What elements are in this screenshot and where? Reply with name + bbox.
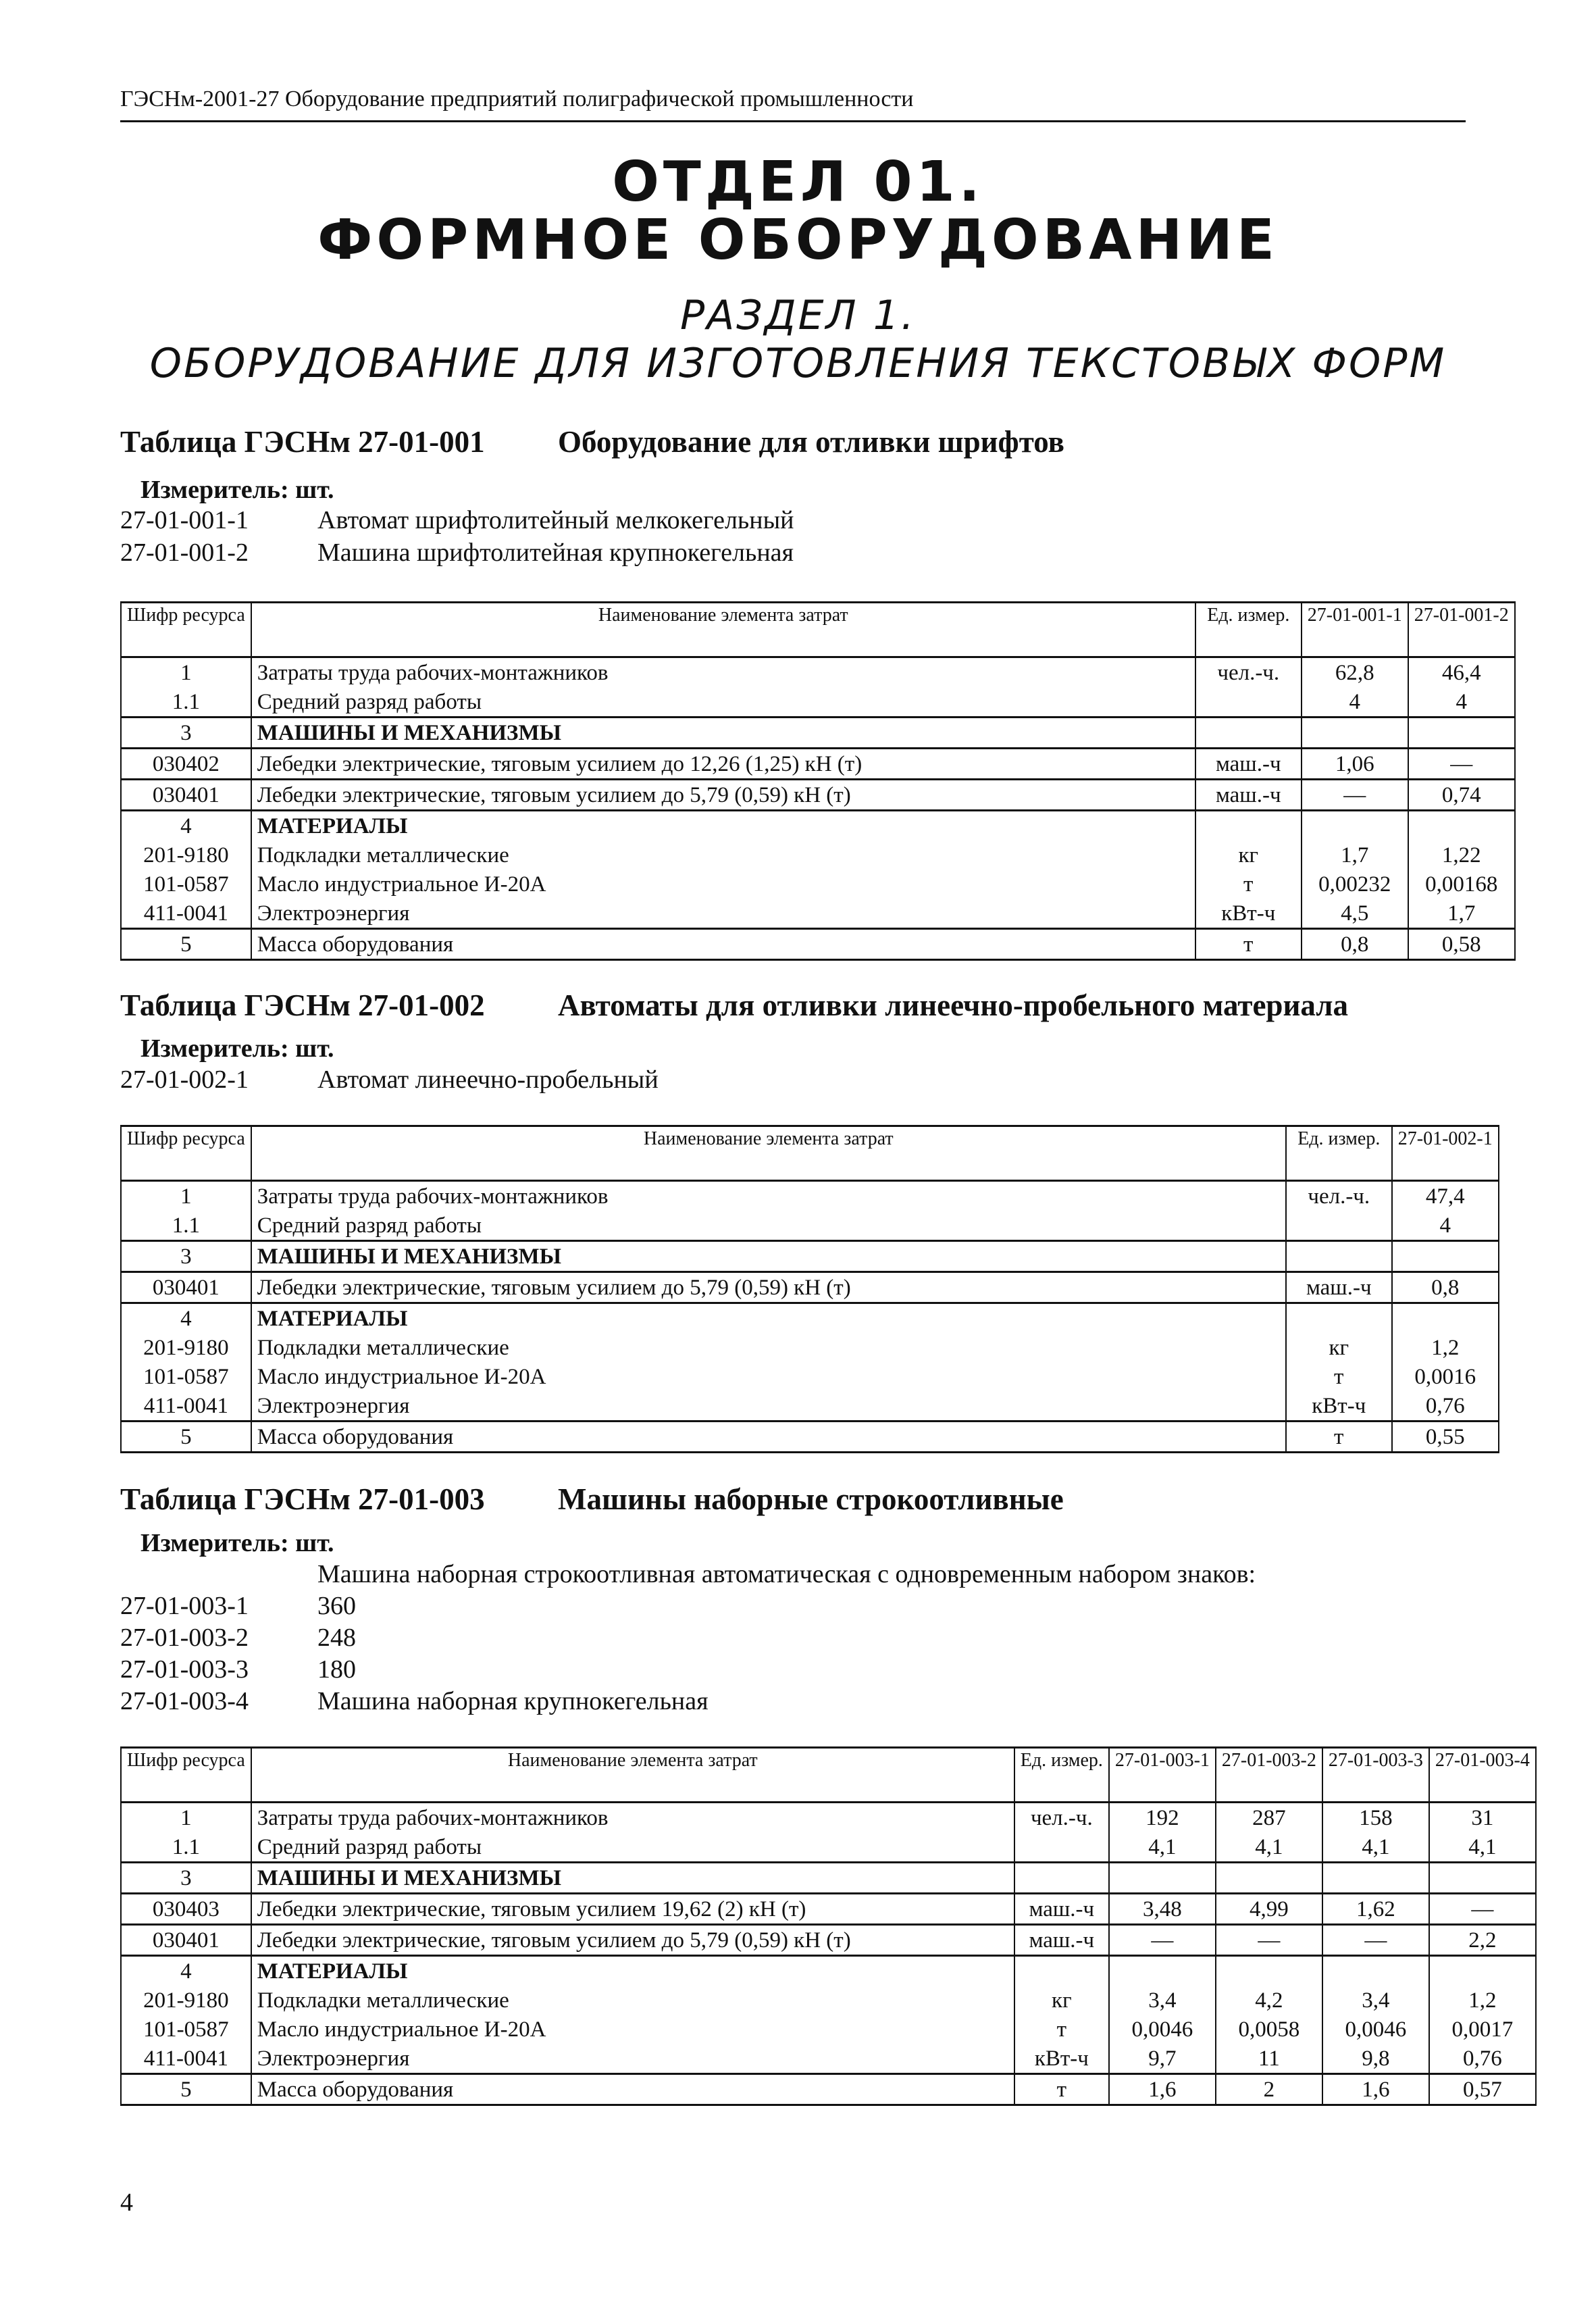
table-row (121, 1211, 1499, 1241)
cost-element-name: МАШИНЫ И МЕХАНИЗМЫ (251, 1863, 1014, 1894)
cost-element-name: Средний разряд работы (251, 1832, 1014, 1863)
item-text: 248 (317, 1624, 356, 1652)
norm-value: 0,58 (1408, 929, 1515, 960)
norm-value: 4 (1302, 687, 1408, 718)
norm-value (1216, 1863, 1322, 1894)
norm-value: 0,0058 (1216, 2015, 1322, 2044)
norm-table-27-01-001 (120, 601, 1516, 961)
item-code: 27-01-003-2 (120, 1624, 249, 1652)
norm-value: 1,6 (1109, 2074, 1216, 2105)
cost-element-name: Масса оборудования (251, 2074, 1014, 2105)
cost-element-name: МАШИНЫ И МЕХАНИЗМЫ (251, 718, 1195, 749)
table-row (121, 811, 1515, 841)
unit-of-measure: маш.-ч (1014, 1894, 1109, 1925)
norm-value: 4,1 (1109, 1832, 1216, 1863)
table-row (121, 2044, 1536, 2074)
table-row (121, 840, 1515, 870)
resource-code: 3 (121, 718, 251, 749)
cost-element-name: МАТЕРИАЛЫ (251, 1956, 1014, 1986)
unit-of-measure (1286, 1303, 1392, 1334)
header-norm-code: 27-01-002-1 (1392, 1126, 1499, 1181)
norm-value: 1,2 (1392, 1333, 1499, 1362)
item-text: Автомат линеечно-пробельный (317, 1065, 659, 1094)
cost-element-name: Затраты труда рабочих-монтажников (251, 1181, 1286, 1211)
resource-code: 5 (121, 929, 251, 960)
cost-element-name: Лебедки электрические, тяговым усилием до 5,79 (0,59) кН (т) (251, 780, 1195, 811)
header-norm-code: 27-01-003-2 (1216, 1748, 1322, 1803)
resource-code: 030401 (121, 780, 251, 811)
table-row (121, 1986, 1536, 2015)
norm-value: 62,8 (1302, 657, 1408, 688)
unit-of-measure (1286, 1211, 1392, 1241)
cost-element-name: Лебедки электрические, тяговым усилием 19,62 (2) кН (т) (251, 1894, 1014, 1925)
page-number: 4 (120, 2188, 133, 2217)
norm-value: 0,0016 (1392, 1362, 1499, 1391)
norm-value (1109, 1863, 1216, 1894)
cost-element-name: Масса оборудования (251, 929, 1195, 960)
cost-element-name: Средний разряд работы (251, 687, 1195, 718)
table-row (121, 929, 1515, 960)
norm-value: 0,74 (1408, 780, 1515, 811)
cost-element-name: Электроэнергия (251, 2044, 1014, 2074)
unit-of-measure (1286, 1241, 1392, 1272)
resource-code: 3 (121, 1863, 251, 1894)
norm-value: 0,8 (1302, 929, 1408, 960)
norm-value: — (1302, 780, 1408, 811)
item-text: 360 (317, 1592, 356, 1620)
item-code: 27-01-001-2 (120, 538, 249, 567)
norm-value: — (1322, 1925, 1429, 1956)
norm-value (1302, 811, 1408, 841)
unit-of-measure: маш.-ч (1195, 749, 1302, 780)
cost-element-name: Лебедки электрические, тяговым усилием до 12,26 (1,25) кН (т) (251, 749, 1195, 780)
cost-element-name: Затраты труда рабочих-монтажников (251, 657, 1195, 688)
unit-of-measure: т (1286, 1362, 1392, 1391)
table-1-label: Таблица ГЭСНм 27-01-001 (120, 425, 485, 459)
table-row (121, 870, 1515, 899)
table-3-measure: Измеритель: шт. (140, 1529, 334, 1557)
cost-element-name: МАТЕРИАЛЫ (251, 1303, 1286, 1334)
norm-value (1109, 1956, 1216, 1986)
resource-code: 5 (121, 2074, 251, 2105)
norm-value: 0,76 (1429, 2044, 1536, 2074)
table-row (121, 1391, 1499, 1422)
norm-value (1322, 1956, 1429, 1986)
resource-code: 101-0587 (121, 870, 251, 899)
item-text: Машина шрифтолитейная крупнокегельная (317, 538, 794, 567)
resource-code: 1.1 (121, 1211, 251, 1241)
table-row (121, 1863, 1536, 1894)
norm-value: 0,76 (1392, 1391, 1499, 1422)
resource-code: 101-0587 (121, 2015, 251, 2044)
table-2-label: Таблица ГЭСНм 27-01-002 (120, 988, 485, 1022)
norm-value: 0,0017 (1429, 2015, 1536, 2044)
item-text: 180 (317, 1655, 356, 1684)
norm-value (1408, 718, 1515, 749)
resource-code: 030402 (121, 749, 251, 780)
cost-element-name: Подкладки металлические (251, 1986, 1014, 2015)
table-row (121, 1803, 1536, 1833)
norm-value: 0,0046 (1322, 2015, 1429, 2044)
norm-value: 1,7 (1302, 840, 1408, 870)
unit-of-measure (1014, 1956, 1109, 1986)
unit-of-measure: кВт-ч (1014, 2044, 1109, 2074)
table-row (121, 1241, 1499, 1272)
norm-value: 4,1 (1429, 1832, 1536, 1863)
norm-value: 1,2 (1429, 1986, 1536, 2015)
resource-code: 030403 (121, 1894, 251, 1925)
cost-element-name: МАШИНЫ И МЕХАНИЗМЫ (251, 1241, 1286, 1272)
resource-code: 1 (121, 1181, 251, 1211)
header-code: Шифр ресурса (121, 603, 251, 657)
item-text: Автомат шрифтолитейный мелкокегельный (317, 506, 794, 534)
norm-value: 0,55 (1392, 1422, 1499, 1453)
norm-value: 0,8 (1392, 1272, 1499, 1303)
norm-value: 1,6 (1322, 2074, 1429, 2105)
header-norm-code: 27-01-001-1 (1302, 603, 1408, 657)
division-title-line1: ОТДЕЛ 01. (612, 150, 984, 214)
norm-value: 31 (1429, 1803, 1536, 1833)
cost-element-name: Масса оборудования (251, 1422, 1286, 1453)
unit-of-measure: маш.-ч (1195, 780, 1302, 811)
norm-value: 4,1 (1322, 1832, 1429, 1863)
norm-value: 0,00232 (1302, 870, 1408, 899)
unit-of-measure: т (1014, 2074, 1109, 2105)
column-header-row (121, 1126, 1499, 1181)
norm-value: 192 (1109, 1803, 1216, 1833)
table-row (121, 1362, 1499, 1391)
table-row (121, 718, 1515, 749)
unit-of-measure (1195, 811, 1302, 841)
cost-element-name: Электроэнергия (251, 1391, 1286, 1422)
table-row (121, 1181, 1499, 1211)
item-text: Машина наборная крупнокегельная (317, 1687, 709, 1715)
resource-code: 411-0041 (121, 899, 251, 929)
division-title-line2: ФОРМНОЕ ОБОРУДОВАНИЕ (317, 208, 1279, 272)
header-unit: Ед. измер. (1014, 1748, 1109, 1803)
resource-code: 1.1 (121, 687, 251, 718)
item-code: 27-01-003-1 (120, 1592, 249, 1620)
norm-value: 4 (1408, 687, 1515, 718)
resource-code: 3 (121, 1241, 251, 1272)
item-text: Машина наборная строкоотливная автоматическая с одновременным набором знаков: (317, 1560, 1256, 1588)
table-row (121, 1832, 1536, 1863)
section-title-line2: ОБОРУДОВАНИЕ ДЛЯ ИЗГОТОВЛЕНИЯ ТЕКСТОВЫХ ФОРМ (149, 340, 1447, 387)
unit-of-measure: т (1286, 1422, 1392, 1453)
unit-of-measure: т (1195, 870, 1302, 899)
resource-code: 030401 (121, 1272, 251, 1303)
unit-of-measure: чел.-ч. (1195, 657, 1302, 688)
cost-element-name: Подкладки металлические (251, 1333, 1286, 1362)
unit-of-measure (1014, 1832, 1109, 1863)
resource-code: 4 (121, 811, 251, 841)
header-unit: Ед. измер. (1286, 1126, 1392, 1181)
norm-value (1392, 1241, 1499, 1272)
unit-of-measure: чел.-ч. (1286, 1181, 1392, 1211)
table-row (121, 1956, 1536, 1986)
unit-of-measure: кВт-ч (1286, 1391, 1392, 1422)
header-norm-code: 27-01-003-4 (1429, 1748, 1536, 1803)
table-3-heading (120, 1482, 1064, 1517)
resource-code: 201-9180 (121, 1986, 251, 2015)
table-row (121, 1925, 1536, 1956)
resource-code: 411-0041 (121, 2044, 251, 2074)
unit-of-measure: маш.-ч (1014, 1925, 1109, 1956)
norm-value: 0,0046 (1109, 2015, 1216, 2044)
unit-of-measure: маш.-ч (1286, 1272, 1392, 1303)
header-unit: Ед. измер. (1195, 603, 1302, 657)
norm-value: 9,8 (1322, 2044, 1429, 2074)
norm-value (1322, 1863, 1429, 1894)
table-row (121, 2015, 1536, 2044)
norm-value: 2,2 (1429, 1925, 1536, 1956)
unit-of-measure: кг (1014, 1986, 1109, 2015)
table-1-name: Оборудование для отливки шрифтов (558, 425, 1064, 459)
resource-code: 5 (121, 1422, 251, 1453)
norm-value: 3,4 (1109, 1986, 1216, 2015)
norm-value: 0,00168 (1408, 870, 1515, 899)
norm-value (1302, 718, 1408, 749)
header-name: Наименование элемента затрат (251, 1126, 1286, 1181)
norm-value: 1,62 (1322, 1894, 1429, 1925)
norm-value (1392, 1303, 1499, 1334)
table-2-heading (120, 988, 1349, 1023)
cost-element-name: МАТЕРИАЛЫ (251, 811, 1195, 841)
norm-value: 1,06 (1302, 749, 1408, 780)
header-rule (120, 120, 1466, 122)
header-norm-code: 27-01-001-2 (1408, 603, 1515, 657)
running-header: ГЭСНм-2001-27 Оборудование предприятий полиграфической промышленности (120, 86, 914, 111)
table-row (121, 1272, 1499, 1303)
header-norm-code: 27-01-003-1 (1109, 1748, 1216, 1803)
norm-value: — (1408, 749, 1515, 780)
norm-value: — (1109, 1925, 1216, 1956)
unit-of-measure (1195, 718, 1302, 749)
norm-value: 4,5 (1302, 899, 1408, 929)
norm-value: 4,1 (1216, 1832, 1322, 1863)
cost-element-name: Средний разряд работы (251, 1211, 1286, 1241)
unit-of-measure (1195, 687, 1302, 718)
column-header-row (121, 603, 1515, 657)
resource-code: 4 (121, 1956, 251, 1986)
table-row (121, 2074, 1536, 2105)
item-code: 27-01-003-3 (120, 1655, 249, 1684)
table-1-heading (120, 424, 1064, 459)
unit-of-measure: т (1014, 2015, 1109, 2044)
unit-of-measure: чел.-ч. (1014, 1803, 1109, 1833)
unit-of-measure: кг (1286, 1333, 1392, 1362)
table-row (121, 1894, 1536, 1925)
norm-value: 287 (1216, 1803, 1322, 1833)
resource-code: 1 (121, 657, 251, 688)
cost-element-name: Масло индустриальное И-20А (251, 870, 1195, 899)
resource-code: 1 (121, 1803, 251, 1833)
table-row (121, 780, 1515, 811)
norm-value: 0,57 (1429, 2074, 1536, 2105)
header-code: Шифр ресурса (121, 1748, 251, 1803)
cost-element-name: Лебедки электрические, тяговым усилием до 5,79 (0,59) кН (т) (251, 1925, 1014, 1956)
table-row (121, 657, 1515, 688)
table-row (121, 1422, 1499, 1453)
table-row (121, 899, 1515, 929)
table-2-measure: Измеритель: шт. (140, 1034, 334, 1063)
norm-value (1429, 1863, 1536, 1894)
header-norm-code: 27-01-003-3 (1322, 1748, 1429, 1803)
resource-code: 201-9180 (121, 840, 251, 870)
cost-element-name: Масло индустриальное И-20А (251, 2015, 1014, 2044)
norm-value: 2 (1216, 2074, 1322, 2105)
norm-value: 4,99 (1216, 1894, 1322, 1925)
norm-value: 3,4 (1322, 1986, 1429, 2015)
resource-code: 101-0587 (121, 1362, 251, 1391)
table-row (121, 687, 1515, 718)
column-header-row (121, 1748, 1536, 1803)
resource-code: 201-9180 (121, 1333, 251, 1362)
unit-of-measure (1014, 1863, 1109, 1894)
norm-value: 4 (1392, 1211, 1499, 1241)
header-name: Наименование элемента затрат (251, 1748, 1014, 1803)
norm-value: 11 (1216, 2044, 1322, 2074)
resource-code: 411-0041 (121, 1391, 251, 1422)
norm-value: 1,7 (1408, 899, 1515, 929)
unit-of-measure: кВт-ч (1195, 899, 1302, 929)
norm-value: 46,4 (1408, 657, 1515, 688)
table-2-name: Автоматы для отливки линеечно-пробельного материала (558, 988, 1349, 1022)
norm-value: — (1216, 1925, 1322, 1956)
table-row (121, 1333, 1499, 1362)
norm-value (1216, 1956, 1322, 1986)
norm-value: 3,48 (1109, 1894, 1216, 1925)
resource-code: 1.1 (121, 1832, 251, 1863)
table-3-label: Таблица ГЭСНм 27-01-003 (120, 1482, 485, 1516)
cost-element-name: Электроэнергия (251, 899, 1195, 929)
norm-value: 47,4 (1392, 1181, 1499, 1211)
norm-value (1408, 811, 1515, 841)
item-code: 27-01-002-1 (120, 1065, 249, 1094)
norm-value (1429, 1956, 1536, 1986)
norm-table-27-01-002 (120, 1125, 1499, 1453)
header-name: Наименование элемента затрат (251, 603, 1195, 657)
resource-code: 030401 (121, 1925, 251, 1956)
header-code: Шифр ресурса (121, 1126, 251, 1181)
norm-value: 1,22 (1408, 840, 1515, 870)
norm-table-27-01-003 (120, 1746, 1537, 2106)
unit-of-measure: т (1195, 929, 1302, 960)
table-row (121, 1303, 1499, 1334)
table-1-measure: Измеритель: шт. (140, 476, 334, 504)
table-row (121, 749, 1515, 780)
norm-value: 9,7 (1109, 2044, 1216, 2074)
cost-element-name: Подкладки металлические (251, 840, 1195, 870)
cost-element-name: Лебедки электрические, тяговым усилием до 5,79 (0,59) кН (т) (251, 1272, 1286, 1303)
item-code: 27-01-003-4 (120, 1687, 249, 1715)
table-3-name: Машины наборные строкоотливные (558, 1482, 1064, 1516)
section-title-line1: РАЗДЕЛ 1. (680, 292, 916, 339)
cost-element-name: Затраты труда рабочих-монтажников (251, 1803, 1014, 1833)
resource-code: 4 (121, 1303, 251, 1334)
norm-value: 4,2 (1216, 1986, 1322, 2015)
norm-value: — (1429, 1894, 1536, 1925)
unit-of-measure: кг (1195, 840, 1302, 870)
item-code: 27-01-001-1 (120, 506, 249, 534)
norm-value: 158 (1322, 1803, 1429, 1833)
cost-element-name: Масло индустриальное И-20А (251, 1362, 1286, 1391)
